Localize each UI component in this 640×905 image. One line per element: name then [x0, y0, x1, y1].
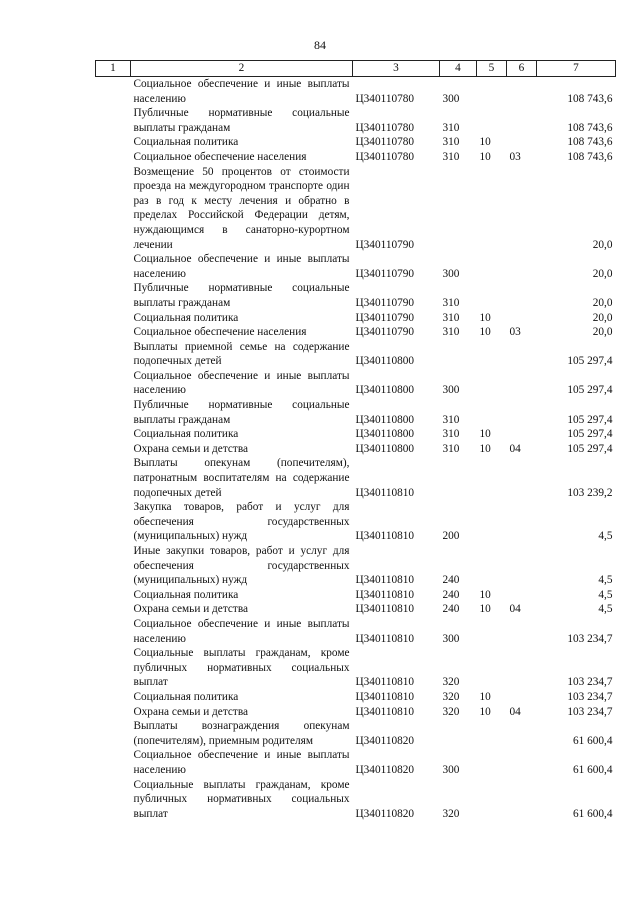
row-subsection [507, 690, 537, 705]
row-target-code: Ц340110810 [355, 676, 415, 689]
cell-col1 [96, 588, 131, 603]
table-row [96, 778, 616, 822]
table-row [96, 281, 616, 310]
cell-col1 [96, 165, 131, 253]
row-subsection [507, 646, 537, 690]
row-section [477, 281, 507, 310]
row-amount: 103 234,7 [567, 690, 613, 703]
row-target-code: Ц340110790 [355, 238, 415, 251]
row-amount: 105 297,4 [567, 355, 613, 368]
row-amount: 105 297,4 [567, 413, 613, 426]
row-subsection [507, 456, 537, 500]
row-subsection [507, 252, 537, 281]
cell-col1 [96, 690, 131, 705]
cell-col1 [96, 106, 131, 135]
row-section: 10 [479, 705, 491, 718]
row-target-code: Ц340110810 [355, 632, 415, 645]
row-expense-type: 300 [442, 384, 460, 397]
cell-col1 [96, 340, 131, 369]
cell-col1 [96, 778, 131, 822]
row-target-code: Ц340110800 [355, 428, 415, 441]
row-expense-type: 300 [442, 267, 460, 280]
cell-col1 [96, 427, 131, 442]
row-section [477, 617, 507, 646]
row-subsection [507, 617, 537, 646]
row-amount: 4,5 [598, 588, 613, 601]
row-expense-type: 310 [442, 413, 460, 426]
row-section: 10 [479, 136, 491, 149]
row-name: Социальное обеспечение и иные выплаты населению [133, 749, 350, 776]
row-section [477, 77, 507, 107]
row-section: 10 [479, 603, 491, 616]
row-section: 10 [479, 690, 491, 703]
row-expense-type: 300 [442, 632, 460, 645]
table-row [96, 165, 616, 253]
row-target-code: Ц340110800 [355, 442, 415, 455]
row-amount: 108 743,6 [567, 150, 613, 163]
row-name: Социальное обеспечение и иные выплаты населению [133, 78, 350, 105]
row-amount: 108 743,6 [567, 121, 613, 134]
cell-col1 [96, 500, 131, 544]
row-target-code: Ц340110780 [355, 136, 415, 149]
column-header-6: 6 [507, 61, 537, 77]
row-subsection [507, 77, 537, 107]
table-row [96, 150, 616, 165]
row-name: Социальное обеспечение и иные выплаты населению [133, 617, 350, 645]
row-subsection [507, 588, 537, 603]
table-row [96, 748, 616, 777]
row-name: Социальное обеспечение населения [133, 150, 307, 163]
row-expense-type: 310 [442, 442, 460, 455]
row-section: 10 [479, 150, 491, 163]
table-row [96, 646, 616, 690]
cell-col1 [96, 398, 131, 427]
table-row [96, 690, 616, 705]
row-expense-type: 200 [442, 530, 460, 543]
page-number: 84 [314, 38, 326, 52]
row-target-code: Ц340110810 [355, 486, 415, 499]
row-amount: 61 600,4 [572, 807, 613, 820]
row-section [477, 252, 507, 281]
cell-col1 [96, 77, 131, 107]
row-expense-type: 310 [442, 296, 460, 309]
cell-col1 [96, 281, 131, 310]
table-row [96, 325, 616, 340]
cell-col1 [96, 150, 131, 165]
table-row [96, 617, 616, 646]
row-section [477, 500, 507, 544]
column-header-4: 4 [440, 61, 477, 77]
row-amount: 20,0 [592, 296, 613, 309]
table-row [96, 369, 616, 398]
row-amount: 20,0 [592, 267, 613, 280]
row-expense-type: 300 [442, 92, 460, 105]
row-subsection: 04 [509, 705, 521, 718]
row-amount: 20,0 [592, 311, 613, 324]
row-section: 10 [479, 442, 491, 455]
row-amount: 105 297,4 [567, 442, 613, 455]
row-target-code: Ц340110820 [355, 807, 415, 820]
cell-col1 [96, 252, 131, 281]
row-expense-type: 240 [442, 603, 460, 616]
row-name: Социальное обеспечение и иные выплаты населению [133, 253, 350, 280]
cell-col1 [96, 325, 131, 340]
row-name: Закупка товаров, работ и услуг для обеспечения государственных (муниципальных) нужд [133, 501, 350, 543]
column-header-5: 5 [477, 61, 507, 77]
table-row [96, 588, 616, 603]
row-subsection: 04 [509, 603, 521, 616]
row-target-code: Ц340110800 [355, 384, 415, 397]
table-row [96, 456, 616, 500]
row-target-code: Ц340110810 [355, 574, 415, 587]
row-target-code: Ц340110810 [355, 530, 415, 543]
row-name: Выплаты вознаграждения опекунам (попечителям), приемным родителям [133, 720, 350, 747]
row-subsection [507, 106, 537, 135]
row-name: Социальное обеспечение и иные выплаты населению [133, 369, 350, 397]
row-subsection [507, 500, 537, 544]
row-expense-type: 310 [442, 136, 460, 149]
cell-col1 [96, 748, 131, 777]
row-name: Социальные выплаты гражданам, кроме публичных нормативных социальных выплат [133, 647, 350, 689]
row-subsection [507, 340, 537, 369]
row-subsection: 04 [509, 442, 521, 455]
cell-col1 [96, 705, 131, 720]
row-target-code: Ц340110820 [355, 763, 415, 776]
row-section: 10 [479, 428, 491, 441]
row-section [477, 456, 507, 500]
row-target-code: Ц340110800 [355, 355, 415, 368]
row-target-code: Ц340110810 [355, 588, 415, 601]
cell-col1 [96, 456, 131, 500]
row-subsection [507, 544, 537, 588]
row-subsection [507, 398, 537, 427]
row-target-code: Ц340110780 [355, 150, 415, 163]
row-section [477, 165, 507, 253]
row-target-code: Ц340110780 [355, 92, 415, 105]
row-amount: 103 234,7 [567, 676, 613, 689]
row-subsection: 03 [509, 326, 521, 339]
row-section [477, 398, 507, 427]
row-subsection [507, 427, 537, 442]
row-name: Социальные выплаты гражданам, кроме публичных нормативных социальных выплат [133, 778, 350, 820]
row-name: Социальное обеспечение населения [133, 326, 307, 339]
table-row [96, 544, 616, 588]
column-header-2: 2 [131, 61, 353, 77]
row-section [477, 544, 507, 588]
row-amount: 108 743,6 [567, 136, 613, 149]
table-row [96, 106, 616, 135]
row-name: Возмещение 50 процентов от стоимости проезда на междугородном транспорте один раз в год к месту лечения и обратно в пределах Российской Федерации детям, нуждающимся в санаторно-курортном лечении [133, 165, 350, 251]
table-row [96, 442, 616, 457]
row-amount: 20,0 [592, 238, 613, 251]
row-subsection: 03 [509, 150, 521, 163]
row-amount: 61 600,4 [572, 763, 613, 776]
row-subsection [507, 311, 537, 326]
row-expense-type: 320 [442, 705, 460, 718]
row-amount: 105 297,4 [567, 384, 613, 397]
row-name: Социальная политика [133, 136, 239, 149]
row-expense-type: 310 [442, 326, 460, 339]
row-amount: 20,0 [592, 326, 613, 339]
row-expense-type [440, 165, 477, 253]
row-section: 10 [479, 311, 491, 324]
row-section [477, 106, 507, 135]
table-row [96, 340, 616, 369]
row-expense-type: 310 [442, 311, 460, 324]
row-expense-type: 300 [442, 763, 460, 776]
table-row [96, 77, 616, 107]
row-amount: 108 743,6 [567, 92, 613, 105]
row-target-code: Ц340110790 [355, 311, 415, 324]
row-target-code: Ц340110810 [355, 603, 415, 616]
row-section [477, 340, 507, 369]
table-row [96, 602, 616, 617]
row-name: Выплаты опекунам (попечителям), патронатным воспитателям на содержание подопечных детей [133, 457, 350, 499]
table-row [96, 705, 616, 720]
row-subsection [507, 719, 537, 748]
row-subsection [507, 135, 537, 150]
row-expense-type: 320 [442, 807, 460, 820]
row-section: 10 [479, 326, 491, 339]
row-section [477, 748, 507, 777]
table-body [96, 77, 616, 822]
row-amount: 4,5 [598, 574, 613, 587]
row-section [477, 778, 507, 822]
row-target-code: Ц340110800 [355, 413, 415, 426]
table-row [96, 252, 616, 281]
row-expense-type: 320 [442, 676, 460, 689]
row-subsection [507, 778, 537, 822]
row-name: Социальная политика [133, 690, 239, 703]
row-expense-type: 310 [442, 428, 460, 441]
row-name: Охрана семьи и детства [133, 603, 249, 616]
row-target-code: Ц340110820 [355, 734, 415, 747]
row-expense-type [440, 456, 477, 500]
row-section [477, 719, 507, 748]
row-amount: 105 297,4 [567, 428, 613, 441]
row-expense-type [440, 719, 477, 748]
row-section: 10 [479, 588, 491, 601]
row-subsection [507, 165, 537, 253]
row-name: Публичные нормативные социальные выплаты гражданам [133, 107, 350, 134]
table-row [96, 311, 616, 326]
row-expense-type: 310 [442, 121, 460, 134]
row-name: Выплаты приемной семье на содержание подопечных детей [133, 340, 350, 368]
column-header-1: 1 [96, 61, 131, 77]
row-amount: 4,5 [598, 530, 613, 543]
cell-col1 [96, 646, 131, 690]
row-name: Охрана семьи и детства [133, 705, 249, 718]
row-subsection [507, 281, 537, 310]
table-header-row [96, 61, 616, 77]
table-row [96, 398, 616, 427]
cell-col1 [96, 544, 131, 588]
row-target-code: Ц340110790 [355, 326, 415, 339]
row-subsection [507, 369, 537, 398]
row-target-code: Ц340110810 [355, 705, 415, 718]
table-row [96, 427, 616, 442]
row-expense-type [440, 340, 477, 369]
cell-col1 [96, 442, 131, 457]
row-target-code: Ц340110810 [355, 690, 415, 703]
row-target-code: Ц340110790 [355, 296, 415, 309]
row-expense-type: 240 [442, 588, 460, 601]
row-subsection [507, 748, 537, 777]
row-expense-type: 310 [442, 150, 460, 163]
row-expense-type: 240 [442, 574, 460, 587]
row-name: Социальная политика [133, 428, 239, 441]
row-name: Социальная политика [133, 311, 239, 324]
row-target-code: Ц340110780 [355, 121, 415, 134]
row-section [477, 646, 507, 690]
row-name: Публичные нормативные социальные выплаты гражданам [133, 282, 350, 309]
row-amount: 103 234,7 [567, 632, 613, 645]
table-row [96, 500, 616, 544]
row-amount: 4,5 [598, 603, 613, 616]
table-row [96, 719, 616, 748]
row-name: Социальная политика [133, 588, 239, 601]
row-amount: 103 239,2 [567, 486, 613, 499]
column-header-3: 3 [353, 61, 440, 77]
row-name: Охрана семьи и детства [133, 442, 249, 455]
cell-col1 [96, 719, 131, 748]
cell-col1 [96, 602, 131, 617]
budget-table [95, 60, 616, 821]
cell-col1 [96, 617, 131, 646]
column-header-7: 7 [537, 61, 616, 77]
cell-col1 [96, 135, 131, 150]
row-name: Публичные нормативные социальные выплаты гражданам [133, 399, 350, 426]
row-amount: 103 234,7 [567, 705, 613, 718]
table-row [96, 135, 616, 150]
row-amount: 61 600,4 [572, 734, 613, 747]
row-expense-type: 320 [442, 690, 460, 703]
row-section [477, 369, 507, 398]
cell-col1 [96, 311, 131, 326]
row-target-code: Ц340110790 [355, 267, 415, 280]
row-name: Иные закупки товаров, работ и услуг для обеспечения государственных (муниципальных) нужд [133, 545, 350, 587]
cell-col1 [96, 369, 131, 398]
